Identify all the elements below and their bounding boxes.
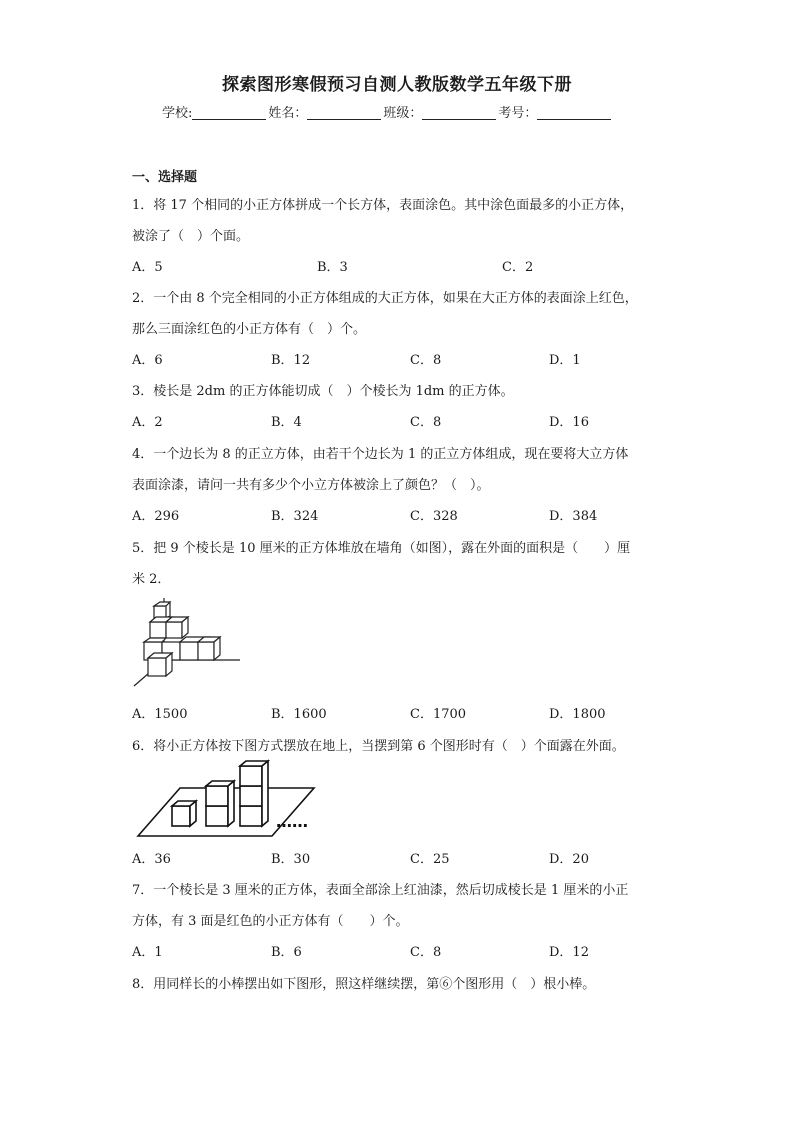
option-c[interactable]: C．2 bbox=[502, 260, 534, 275]
exam-no-label: 考号： bbox=[498, 106, 538, 121]
question-4-options bbox=[132, 505, 692, 523]
question-3-line-1: 3．棱长是 2dm 的正方体能切成（ ）个棱长为 1dm 的正方体。 bbox=[132, 384, 514, 399]
question-5-line-1: 5．把 9 个棱长是 10 厘米的正方体堆放在墙角（如图），露在外面的面积是（ ）厘 bbox=[132, 541, 631, 556]
school-blank[interactable] bbox=[192, 105, 266, 120]
option-a[interactable]: A．2 bbox=[132, 415, 163, 430]
page-title: 探索图形寒假预习自测人教版数学五年级下册 bbox=[222, 75, 572, 95]
option-b[interactable]: B．6 bbox=[271, 945, 302, 960]
option-a[interactable]: A．6 bbox=[132, 353, 163, 368]
continuation-dots: …… bbox=[276, 812, 308, 831]
question-5-line-2: 米 2． bbox=[132, 572, 171, 587]
option-a[interactable]: A．36 bbox=[132, 852, 171, 867]
option-c[interactable]: C．8 bbox=[410, 353, 442, 368]
option-d[interactable]: D．1800 bbox=[549, 707, 606, 722]
option-b[interactable]: B．3 bbox=[317, 260, 348, 275]
option-a[interactable]: A．296 bbox=[132, 509, 180, 524]
question-4-line-2: 表面涂漆，请问一共有多少个小立方体被涂上了颜色？（ ）。 bbox=[132, 478, 490, 493]
option-b[interactable]: B．324 bbox=[271, 509, 319, 524]
option-d[interactable]: D．20 bbox=[549, 852, 589, 867]
option-d[interactable]: D．384 bbox=[549, 509, 598, 524]
question-6-options bbox=[132, 848, 692, 866]
question-2-line-1: 2．一个由 8 个完全相同的小正方体组成的大正方体，如果在大正方体的表面涂上红色， bbox=[132, 291, 638, 306]
question-3-options bbox=[132, 411, 692, 429]
option-c[interactable]: C．1700 bbox=[410, 707, 467, 722]
student-info-line bbox=[162, 102, 613, 121]
question-5-options bbox=[132, 703, 692, 721]
question-1-options bbox=[132, 256, 692, 274]
exam-no-blank[interactable] bbox=[537, 105, 611, 120]
question-1-line-1: 1．将 17 个相同的小正方体拼成一个长方体，表面涂色。其中涂色面最多的小正方体， bbox=[132, 198, 634, 213]
question-7-options bbox=[132, 941, 692, 959]
question-2-line-2: 那么三面涂红色的小正方体有（ ）个。 bbox=[132, 322, 367, 337]
option-a[interactable]: A．1 bbox=[132, 945, 163, 960]
question-4-line-1: 4．一个边长为 8 的正立方体，由若干个边长为 1 的正立方体组成，现在要将大立方体 bbox=[132, 447, 629, 462]
question-7-line-1: 7．一个棱长是 3 厘米的正方体，表面全部涂上红油漆，然后切成棱长是 1 厘米的小正 bbox=[132, 883, 629, 898]
question-1-line-2: 被涂了（ ）个面。 bbox=[132, 229, 250, 244]
name-label: 姓名： bbox=[268, 106, 308, 121]
name-blank[interactable] bbox=[307, 105, 381, 120]
option-c[interactable]: C．8 bbox=[410, 415, 442, 430]
option-c[interactable]: C．25 bbox=[410, 852, 450, 867]
class-label: 班级： bbox=[383, 106, 423, 121]
option-c[interactable]: C．328 bbox=[410, 509, 458, 524]
question-7-line-2: 方体，有 3 面是红色的小正方体有（ ）个。 bbox=[132, 914, 409, 929]
question-6-line-1: 6．将小正方体按下图方式摆放在地上，当摆到第 6 个图形时有（ ）个面露在外面。 bbox=[132, 739, 625, 754]
option-d[interactable]: D．16 bbox=[549, 415, 589, 430]
option-a[interactable]: A．5 bbox=[132, 260, 163, 275]
option-a[interactable]: A．1500 bbox=[132, 707, 188, 722]
question-8-line-1: 8．用同样长的小棒摆出如下图形，照这样继续摆，第⑥个图形用（ ）根小棒。 bbox=[132, 977, 596, 992]
option-c[interactable]: C．8 bbox=[410, 945, 442, 960]
option-b[interactable]: B．4 bbox=[271, 415, 302, 430]
school-label: 学校: bbox=[162, 106, 193, 121]
option-d[interactable]: D．12 bbox=[549, 945, 589, 960]
option-b[interactable]: B．30 bbox=[271, 852, 311, 867]
option-b[interactable]: B．1600 bbox=[271, 707, 327, 722]
class-blank[interactable] bbox=[422, 105, 496, 120]
section-heading: 一、选择题 bbox=[132, 170, 198, 185]
cube-towers-figure bbox=[134, 756, 334, 842]
option-d[interactable]: D．1 bbox=[549, 353, 581, 368]
option-b[interactable]: B．12 bbox=[271, 353, 311, 368]
question-2-options bbox=[132, 349, 692, 367]
cube-corner-stack-figure bbox=[130, 598, 245, 690]
